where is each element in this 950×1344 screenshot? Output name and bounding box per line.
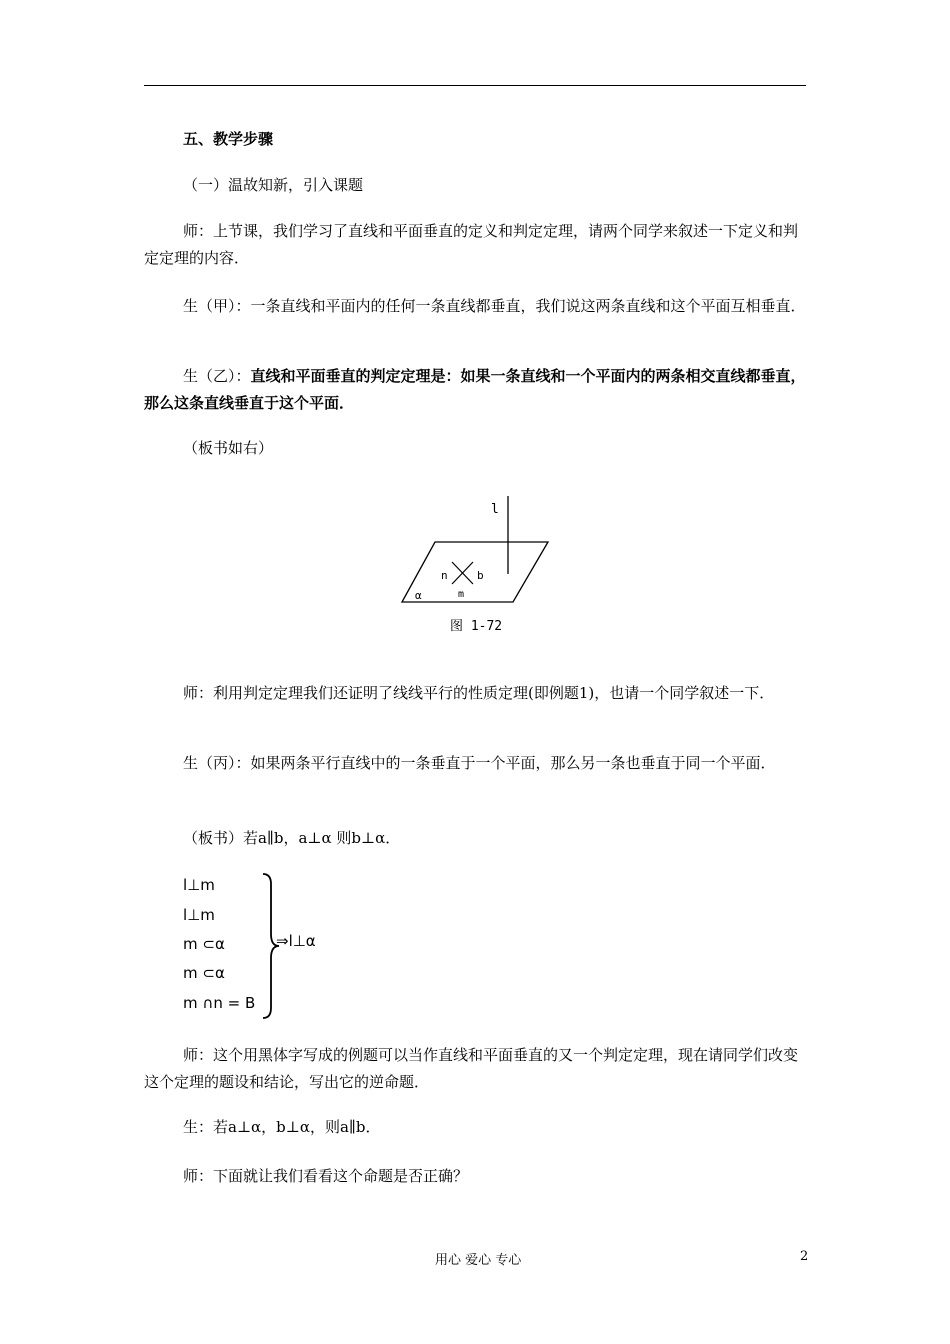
system-line-1: l⊥m [183, 876, 215, 894]
system-line-2: l⊥m [183, 906, 215, 924]
subsection-title: （一）温故知新，引入课题 [183, 176, 364, 194]
theorem-text: 直线和平面垂直的判定定理是：如果一条直线和一个平面内的两条相交直线都垂直，那么这条直线垂直于这个平面． [144, 367, 806, 412]
label-l: l [491, 502, 499, 517]
header-rule [144, 85, 806, 86]
system-conclusion: ⇒l⊥α [276, 932, 316, 950]
system-line-3: m ⊂α [183, 935, 225, 953]
system-line-5: m ∩n = B [183, 994, 256, 1012]
label-m: m [458, 589, 465, 600]
paragraph-student-jia: 生（甲）：一条直线和平面内的任何一条直线都垂直，我们说这两条直线和这个平面互相垂直． [183, 297, 806, 315]
board-note: （板书如右） [183, 439, 274, 457]
proof-system [183, 872, 383, 1024]
footer-motto: 用心 爱心 专心 [435, 1253, 522, 1268]
label-alpha: α [415, 589, 422, 602]
paragraph-teacher-3: 师：这个用黑体字写成的例题可以当作直线和平面垂直的又一个判定定理，现在请同学们改变这个定理的题设和结论，写出它的逆命题． [144, 1046, 799, 1091]
plane-alpha [402, 542, 548, 602]
board-statement: （板书）若a∥b，a⊥α 则b⊥α． [183, 829, 401, 847]
label-b: b [477, 569, 484, 582]
student-yi-label: 生（乙）： [183, 367, 251, 385]
paragraph-teacher-4: 师：下面就让我们看看这个命题是否正确？ [183, 1167, 469, 1185]
plane-diagram [400, 494, 560, 639]
figure-caption: 图 1-72 [450, 619, 503, 634]
paragraph-student-answer: 生：若a⊥α，b⊥α，则a∥b． [183, 1118, 381, 1136]
system-line-4: m ⊂α [183, 964, 225, 982]
figure-1-72 [400, 494, 560, 639]
label-n: n [441, 569, 448, 582]
section-title: 五、教学步骤 [183, 130, 274, 148]
paragraph-student-bing: 生（丙）：如果两条平行直线中的一条垂直于一个平面，那么另一条也垂直于同一个平面． [183, 754, 776, 772]
paragraph-teacher-1: 师：上节课，我们学习了直线和平面垂直的定义和判定定理，请两个同学来叙述一下定义和判定定理的内容． [144, 222, 799, 267]
paragraph-student-yi [144, 363, 806, 417]
page-number: 2 [800, 1249, 809, 1264]
paragraph-teacher-2: 师：利用判定定理我们还证明了线线平行的性质定理(即例题1)，也请一个同学叙述一下． [183, 684, 775, 702]
